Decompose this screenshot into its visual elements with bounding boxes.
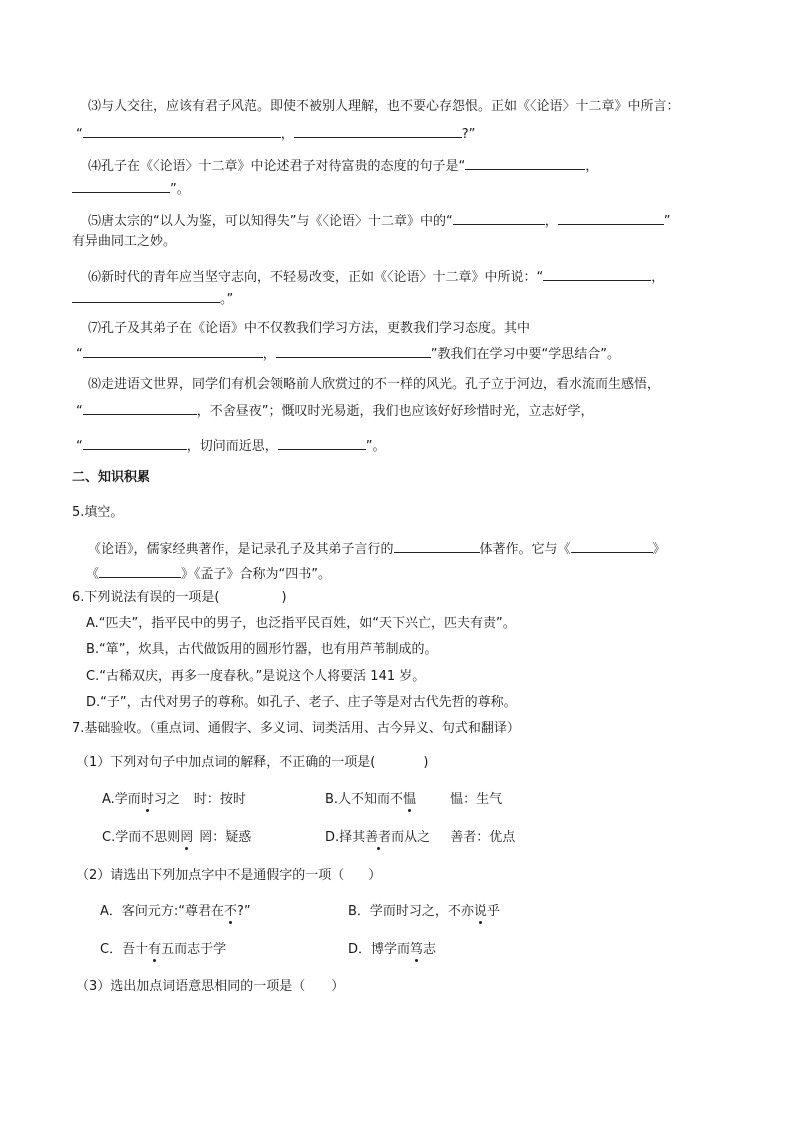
item7-sub2-title: （2）请选出下列加点字中不是通假字的一项（ ） [76, 868, 382, 883]
blank[interactable] [278, 435, 366, 450]
q3-line2: “ ， ?” [76, 123, 475, 144]
blank[interactable] [558, 210, 664, 225]
blank[interactable] [394, 538, 480, 553]
item7-sub1-option-d: D.择其善者而从之 善者：优点 [325, 830, 516, 845]
item6-option-c: C.“古稀双庆，再多一度春秋。”是说这个人将要活 141 岁。 [86, 669, 426, 684]
q6-line2: 。” [72, 288, 233, 309]
item7-sub1-option-a: A.学而时习之 时：按时 [102, 792, 246, 807]
item6-option-b: B.“箪”，炊具，古代做饭用的圆形竹器，也有用芦苇制成的。 [86, 642, 438, 657]
q3-line1: ⑶与人交往，应该有君子风范。即使不被别人理解，也不要心存怨恨。正如《〈论语〉十二章》中所言： [88, 99, 680, 114]
item5-line1: 《论语》，儒家经典著作，是记录孔子及其弟子言行的 体著作。它与《 》 [88, 538, 666, 559]
blank[interactable] [571, 538, 653, 553]
blank[interactable] [294, 123, 462, 138]
blank[interactable] [72, 178, 170, 193]
item7-sub2-option-a: A．客问元方:“尊君在不?” [100, 904, 251, 919]
q8-line1: ⑻走进语文世界，同学们有机会领略前人欣赏过的不一样的风光。孔子立于河边，看水流而生感悟， [88, 377, 661, 392]
q8-line2: “ ，不舍昼夜”；慨叹时光易逝，我们也应该好好珍惜时光，立志好学， [76, 400, 594, 421]
item7-sub2-option-b: B．学而时习之，不亦说乎 [348, 904, 500, 919]
blank[interactable] [453, 210, 545, 225]
item5-line2: 《 》《孟子》合称为“四书”。 [86, 563, 331, 584]
q8-line3: “ ，切问而近思， ”。 [76, 435, 386, 456]
item7-sub1-option-c: C.学而不思则罔 罔：疑惑 [102, 830, 252, 845]
blank[interactable] [99, 563, 181, 578]
q4-line1: ⑷孔子在《〈论语〉十二章》中论述君子对待富贵的态度的句子是“ ， [88, 155, 598, 176]
q7-line1: ⑺孔子及其弟子在《论语》中不仅教我们学习方法，更教我们学习态度。其中 [88, 321, 531, 336]
blank[interactable] [276, 343, 431, 358]
item7-sub1-option-b: B.人不知而不愠 愠：生气 [325, 792, 503, 807]
blank[interactable] [83, 343, 263, 358]
item6-option-d: D.“子”，古代对男子的尊称。如孔子、老子、庄子等是对古代先哲的尊称。 [86, 695, 517, 710]
q4-line2: ”。 [72, 178, 190, 199]
q6-line1: ⑹新时代的青年应当坚守志向，不轻易改变，正如《〈论语〉十二章》中所说：“ ， [88, 266, 664, 287]
item7-title: 7.基础验收。（重点词、通假字、多义词、词类活用、古今异义、句式和翻译） [72, 721, 520, 736]
section-title: 二、知识积累 [72, 470, 151, 485]
blank[interactable] [72, 288, 220, 303]
item6-title: 6.下列说法有误的一项是( ) [72, 590, 287, 605]
item7-sub2-option-c: C．吾十有五而志于学 [100, 942, 227, 957]
blank[interactable] [543, 266, 651, 281]
item7-sub2-option-d: D．博学而笃志 [348, 942, 437, 957]
item7-sub1-title: （1）下列对句子中加点词的解释，不正确的一项是( ) [76, 755, 429, 770]
q7-line2: “ ， ”教我们在学习中要“学思结合”。 [76, 343, 620, 364]
item7-sub3-title: （3）选出加点词语意思相同的一项是（ ） [76, 979, 345, 994]
q5-line1: ⑸唐太宗的“以人为鉴，可以知得失”与《〈论语〉十二章》中的“ ， ” [88, 210, 670, 231]
item6-option-a: A.“匹夫”，指平民中的男子，也泛指平民百姓，如“天下兴亡，匹夫有责”。 [86, 616, 516, 631]
blank[interactable] [83, 123, 281, 138]
item5-title: 5.填空。 [72, 505, 124, 520]
blank[interactable] [465, 155, 585, 170]
q5-line2: 有异曲同工之妙。 [72, 234, 177, 249]
blank[interactable] [83, 400, 197, 415]
blank[interactable] [83, 435, 187, 450]
